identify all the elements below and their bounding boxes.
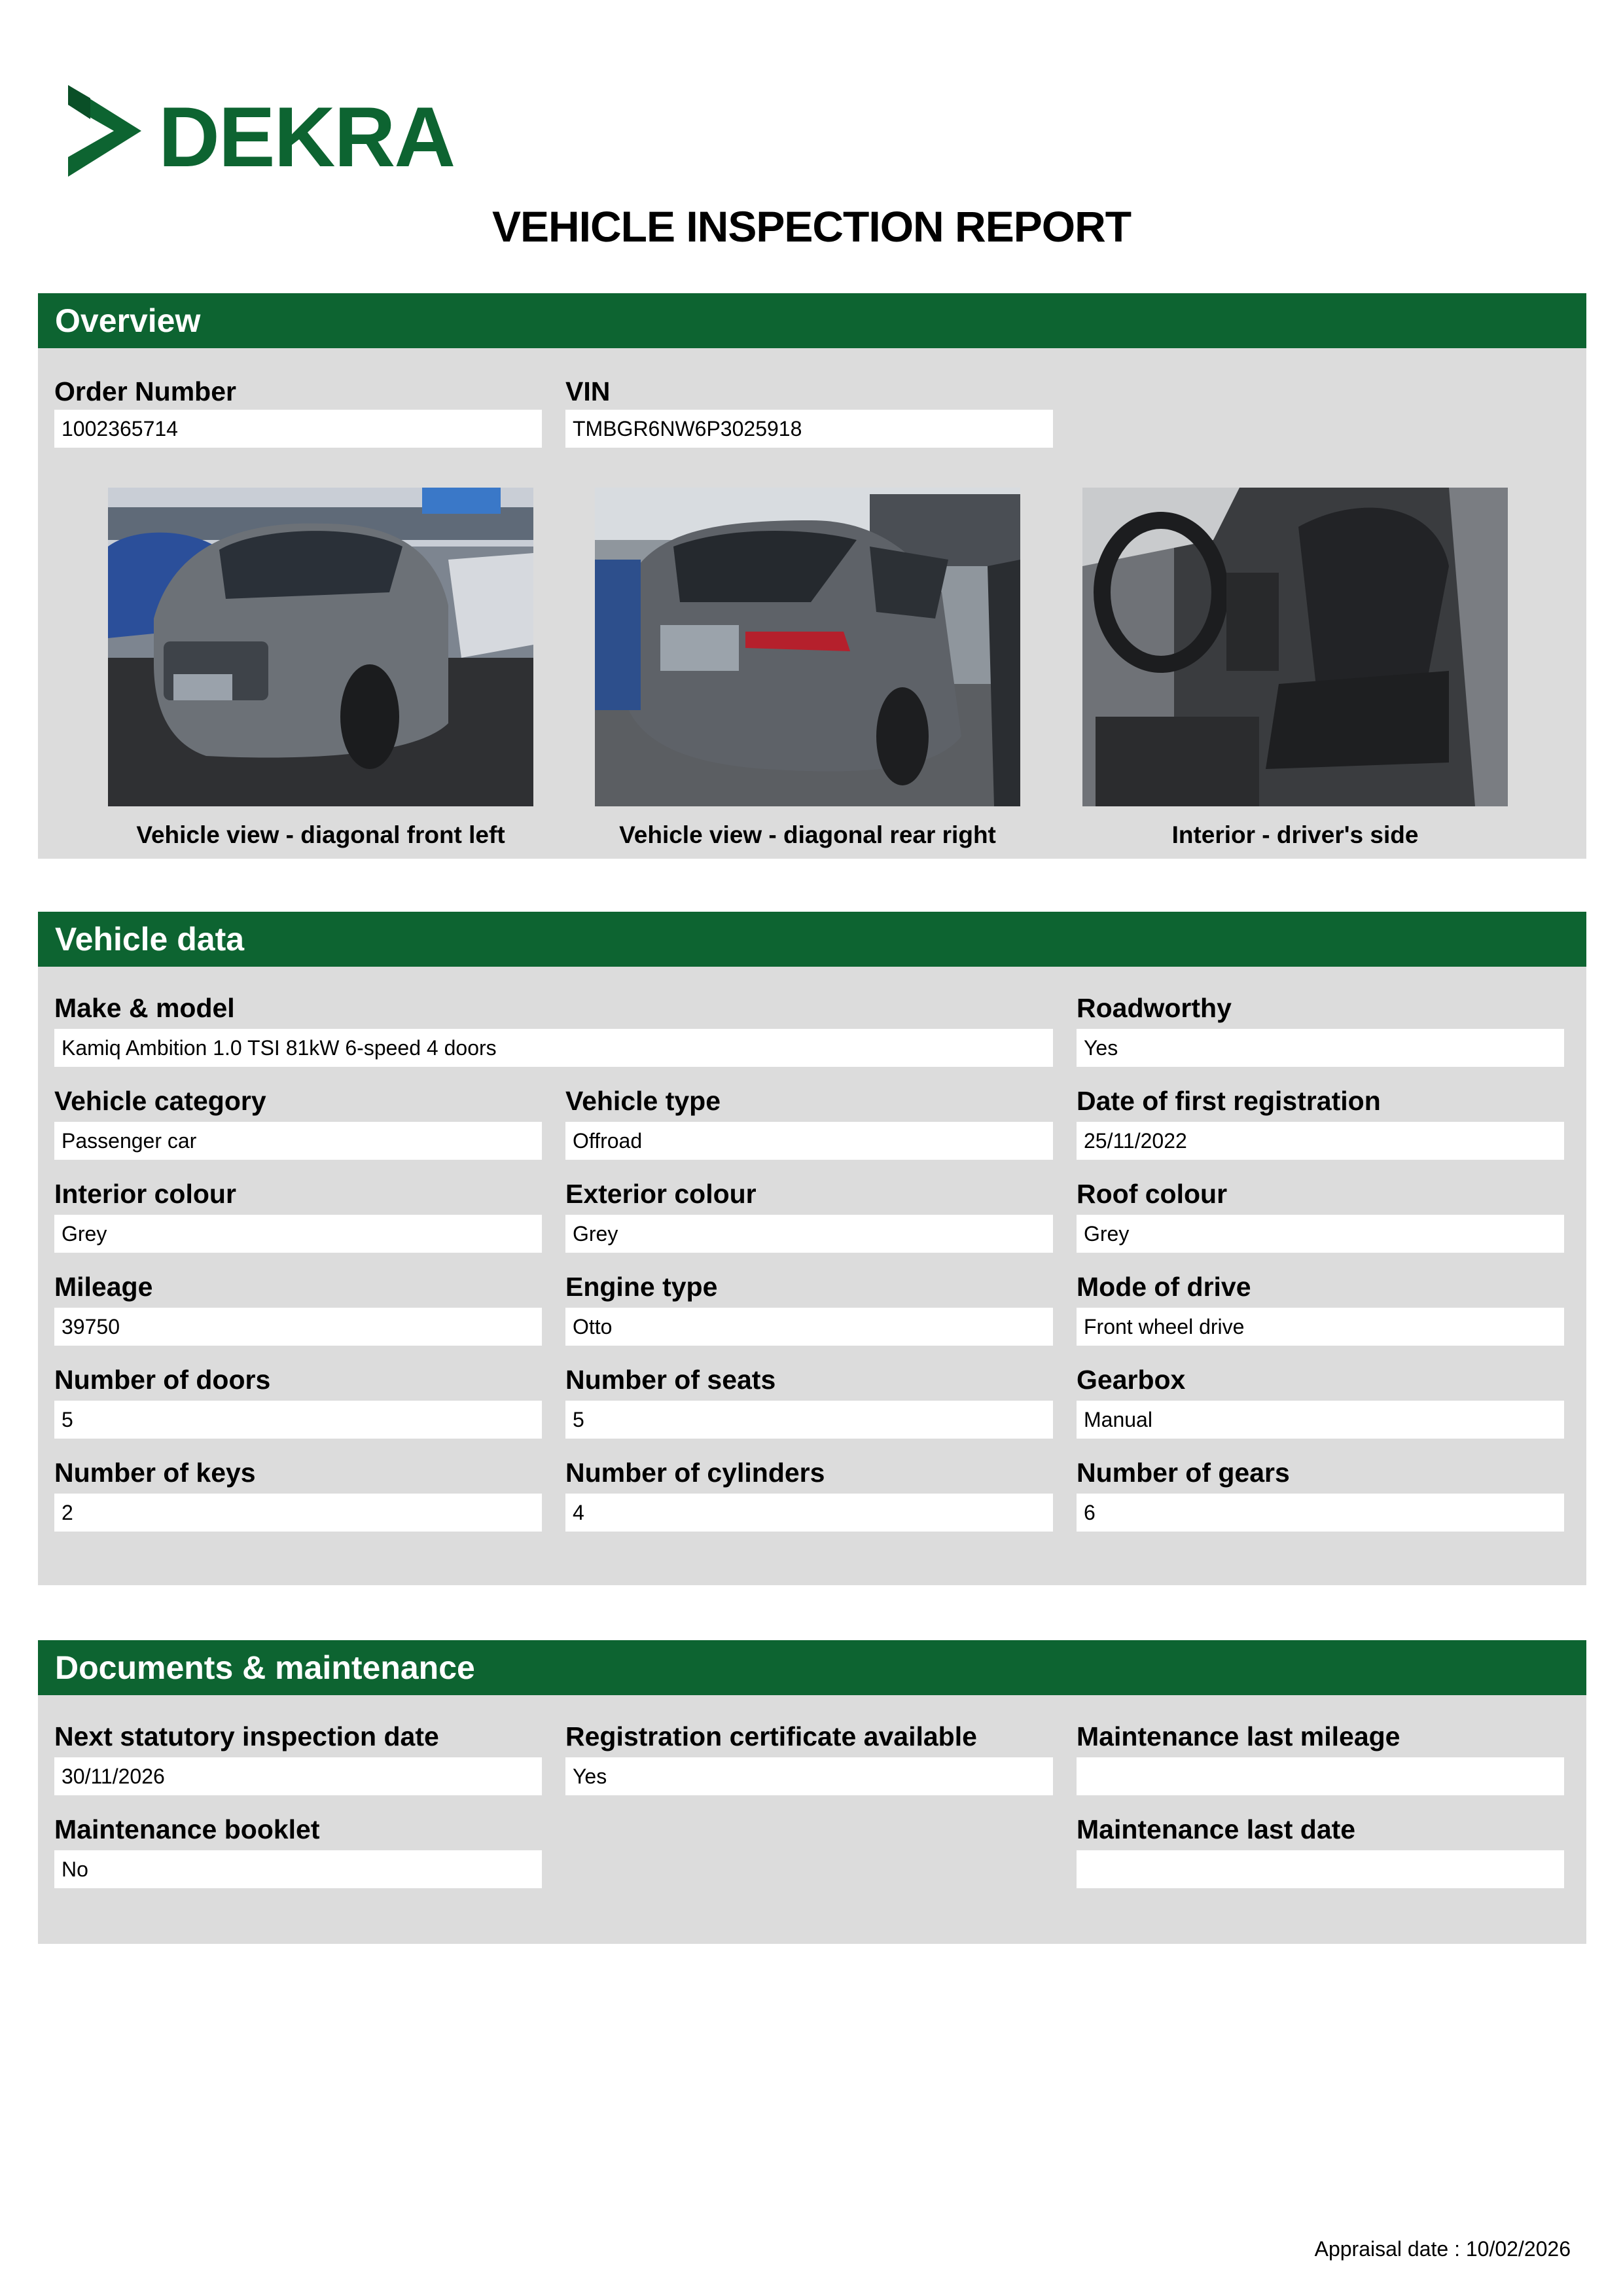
vehicle-category-label: Vehicle category [54,1086,266,1116]
exterior-colour-value: Grey [565,1215,1053,1253]
vehicle-data-header [38,912,1586,967]
engine-type-value: Otto [565,1308,1053,1346]
photo-caption: Interior - driver's side [1171,821,1419,848]
number-of-keys-value: 2 [54,1494,542,1532]
dekra-logo-icon [59,84,144,182]
first-registration-value: 25/11/2022 [1077,1122,1564,1160]
photo-rear-right[interactable] [595,488,1020,806]
maintenance-booklet-value: No [54,1850,542,1888]
overview-header [38,293,1586,348]
engine-type-label: Engine type [565,1272,718,1302]
interior-colour-value: Grey [54,1215,542,1253]
photo-front-left[interactable] [108,488,533,806]
report-title: VEHICLE INSPECTION REPORT [491,202,1132,251]
number-of-cylinders-label: Number of cylinders [565,1458,825,1488]
vin-label: VIN [565,376,611,406]
interior-driver-photo-icon [1082,488,1508,806]
car-rear-right-photo-icon [595,488,1020,806]
next-inspection-value: 30/11/2026 [54,1757,542,1795]
vehicle-data-body [38,967,1586,1585]
order-number-value: 1002365714 [54,410,542,448]
appraisal-date: Appraisal date : 10/02/2026 [1314,2237,1571,2261]
next-inspection-label: Next statutory inspection date [54,1721,439,1751]
number-of-seats-label: Number of seats [565,1365,776,1395]
number-of-cylinders-value: 4 [565,1494,1053,1532]
vehicle-data-heading: Vehicle data [55,921,245,958]
maintenance-last-date-value [1077,1850,1564,1888]
roof-colour-value: Grey [1077,1215,1564,1253]
interior-colour-label: Interior colour [54,1179,236,1209]
number-of-doors-value: 5 [54,1401,542,1439]
number-of-gears-label: Number of gears [1077,1458,1290,1488]
number-of-seats-value: 5 [565,1401,1053,1439]
registration-certificate-label: Registration certificate available [565,1721,977,1751]
order-number-label: Order Number [54,376,236,406]
make-model-label: Make & model [54,993,235,1023]
mode-of-drive-value: Front wheel drive [1077,1308,1564,1346]
mode-of-drive-label: Mode of drive [1077,1272,1251,1302]
maintenance-last-mileage-label: Maintenance last mileage [1077,1721,1400,1751]
vin-value: TMBGR6NW6P3025918 [565,410,1053,448]
first-registration-label: Date of first registration [1077,1086,1381,1116]
dekra-logo [59,84,455,185]
documents-header [38,1640,1586,1695]
car-front-left-photo-icon [108,488,533,806]
roof-colour-label: Roof colour [1077,1179,1228,1209]
documents-body [38,1695,1586,1944]
photo-interior[interactable] [1082,488,1508,806]
maintenance-last-mileage-value [1077,1757,1564,1795]
photo-caption: Vehicle view - diagonal rear right [619,821,996,848]
number-of-doors-label: Number of doors [54,1365,271,1395]
vehicle-type-value: Offroad [565,1122,1053,1160]
mileage-label: Mileage [54,1272,153,1302]
roadworthy-value: Yes [1077,1029,1564,1067]
number-of-keys-label: Number of keys [54,1458,256,1488]
gearbox-label: Gearbox [1077,1365,1186,1395]
documents-heading: Documents & maintenance [55,1649,475,1686]
logo-wordmark: DEKRA [158,89,455,185]
vehicle-category-value: Passenger car [54,1122,542,1160]
overview-heading: Overview [55,302,201,339]
registration-certificate-value: Yes [565,1757,1053,1795]
mileage-value: 39750 [54,1308,542,1346]
maintenance-last-date-label: Maintenance last date [1077,1814,1356,1844]
exterior-colour-label: Exterior colour [565,1179,757,1209]
photo-caption: Vehicle view - diagonal front left [136,821,505,848]
gearbox-value: Manual [1077,1401,1564,1439]
overview-body [38,348,1586,859]
vehicle-type-label: Vehicle type [565,1086,721,1116]
maintenance-booklet-label: Maintenance booklet [54,1814,320,1844]
number-of-gears-value: 6 [1077,1494,1564,1532]
make-model-value: Kamiq Ambition 1.0 TSI 81kW 6-speed 4 doors [54,1029,1053,1067]
roadworthy-label: Roadworthy [1077,993,1232,1023]
